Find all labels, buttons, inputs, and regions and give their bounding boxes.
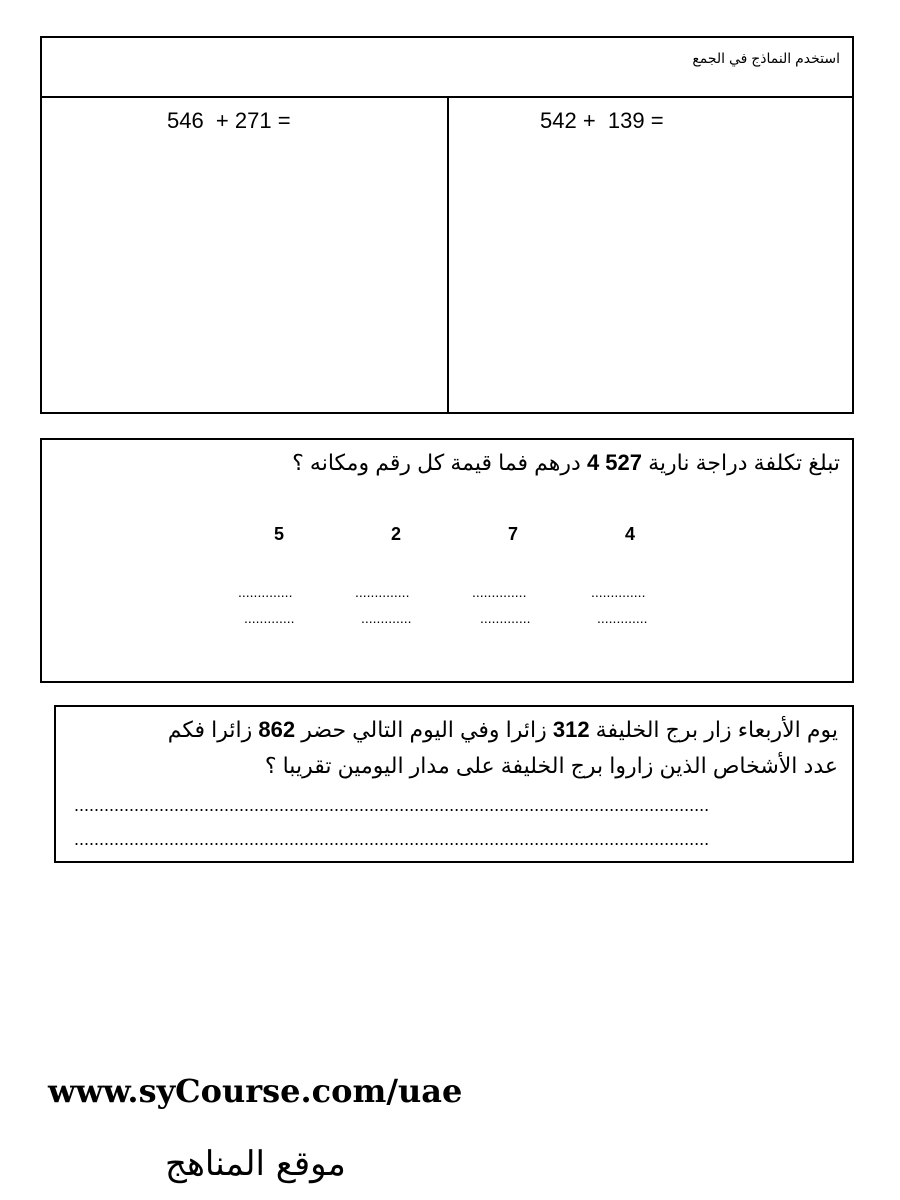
visitors-next-day: 862	[258, 717, 296, 742]
question-text-start: تبلغ تكلفة دراجة نارية	[642, 450, 840, 475]
answer-blank[interactable]: ..............	[238, 584, 293, 600]
digit-7: 7	[507, 524, 518, 544]
digit-5: 5	[273, 524, 284, 544]
answer-blank[interactable]: .............	[597, 610, 648, 626]
line1-part-b: زائرا وفي اليوم التالي حضر	[295, 717, 553, 742]
answer-blank[interactable]: ..............	[355, 584, 410, 600]
instruction-text: استخدم النماذج في الجمع	[692, 50, 840, 66]
answer-blank[interactable]: ..............	[472, 584, 527, 600]
question-number: 4 527	[586, 450, 643, 475]
answer-line-1[interactable]: ...............................................................................................................................	[74, 795, 710, 815]
answer-blank[interactable]: .............	[361, 610, 412, 626]
answer-blank[interactable]: .............	[480, 610, 531, 626]
word-problem-line-2: عدد الأشخاص الذين زاروا برج الخليفة على مدار اليومين تقريبا ؟	[264, 753, 838, 778]
question-text-end: درهم فما قيمة كل رقم ومكانه ؟	[292, 450, 587, 475]
line1-part-a: يوم الأربعاء زار برج الخليفة	[589, 717, 838, 742]
equation-right: 542 + 139 =	[540, 108, 664, 133]
place-value-box	[40, 438, 854, 683]
visitors-wednesday: 312	[552, 717, 590, 742]
column-divider	[447, 96, 449, 412]
word-problem-box	[54, 705, 854, 863]
digit-2: 2	[390, 524, 401, 544]
website-url: www.syCourse.com/uae	[48, 1072, 463, 1110]
word-problem-line-1	[168, 717, 838, 743]
site-name-logo: موقع المناهج	[165, 1144, 346, 1184]
equation-left: 546 + 271 =	[167, 108, 291, 133]
place-value-question	[292, 450, 840, 476]
digit-4: 4	[624, 524, 635, 544]
instruction-row	[42, 38, 852, 98]
answer-blank[interactable]: ..............	[591, 584, 646, 600]
line1-part-c: زائرا فكم	[167, 717, 259, 742]
answer-line-2[interactable]: ...............................................................................................................................	[74, 829, 710, 849]
addition-models-box	[40, 36, 854, 414]
answer-blank[interactable]: .............	[244, 610, 295, 626]
